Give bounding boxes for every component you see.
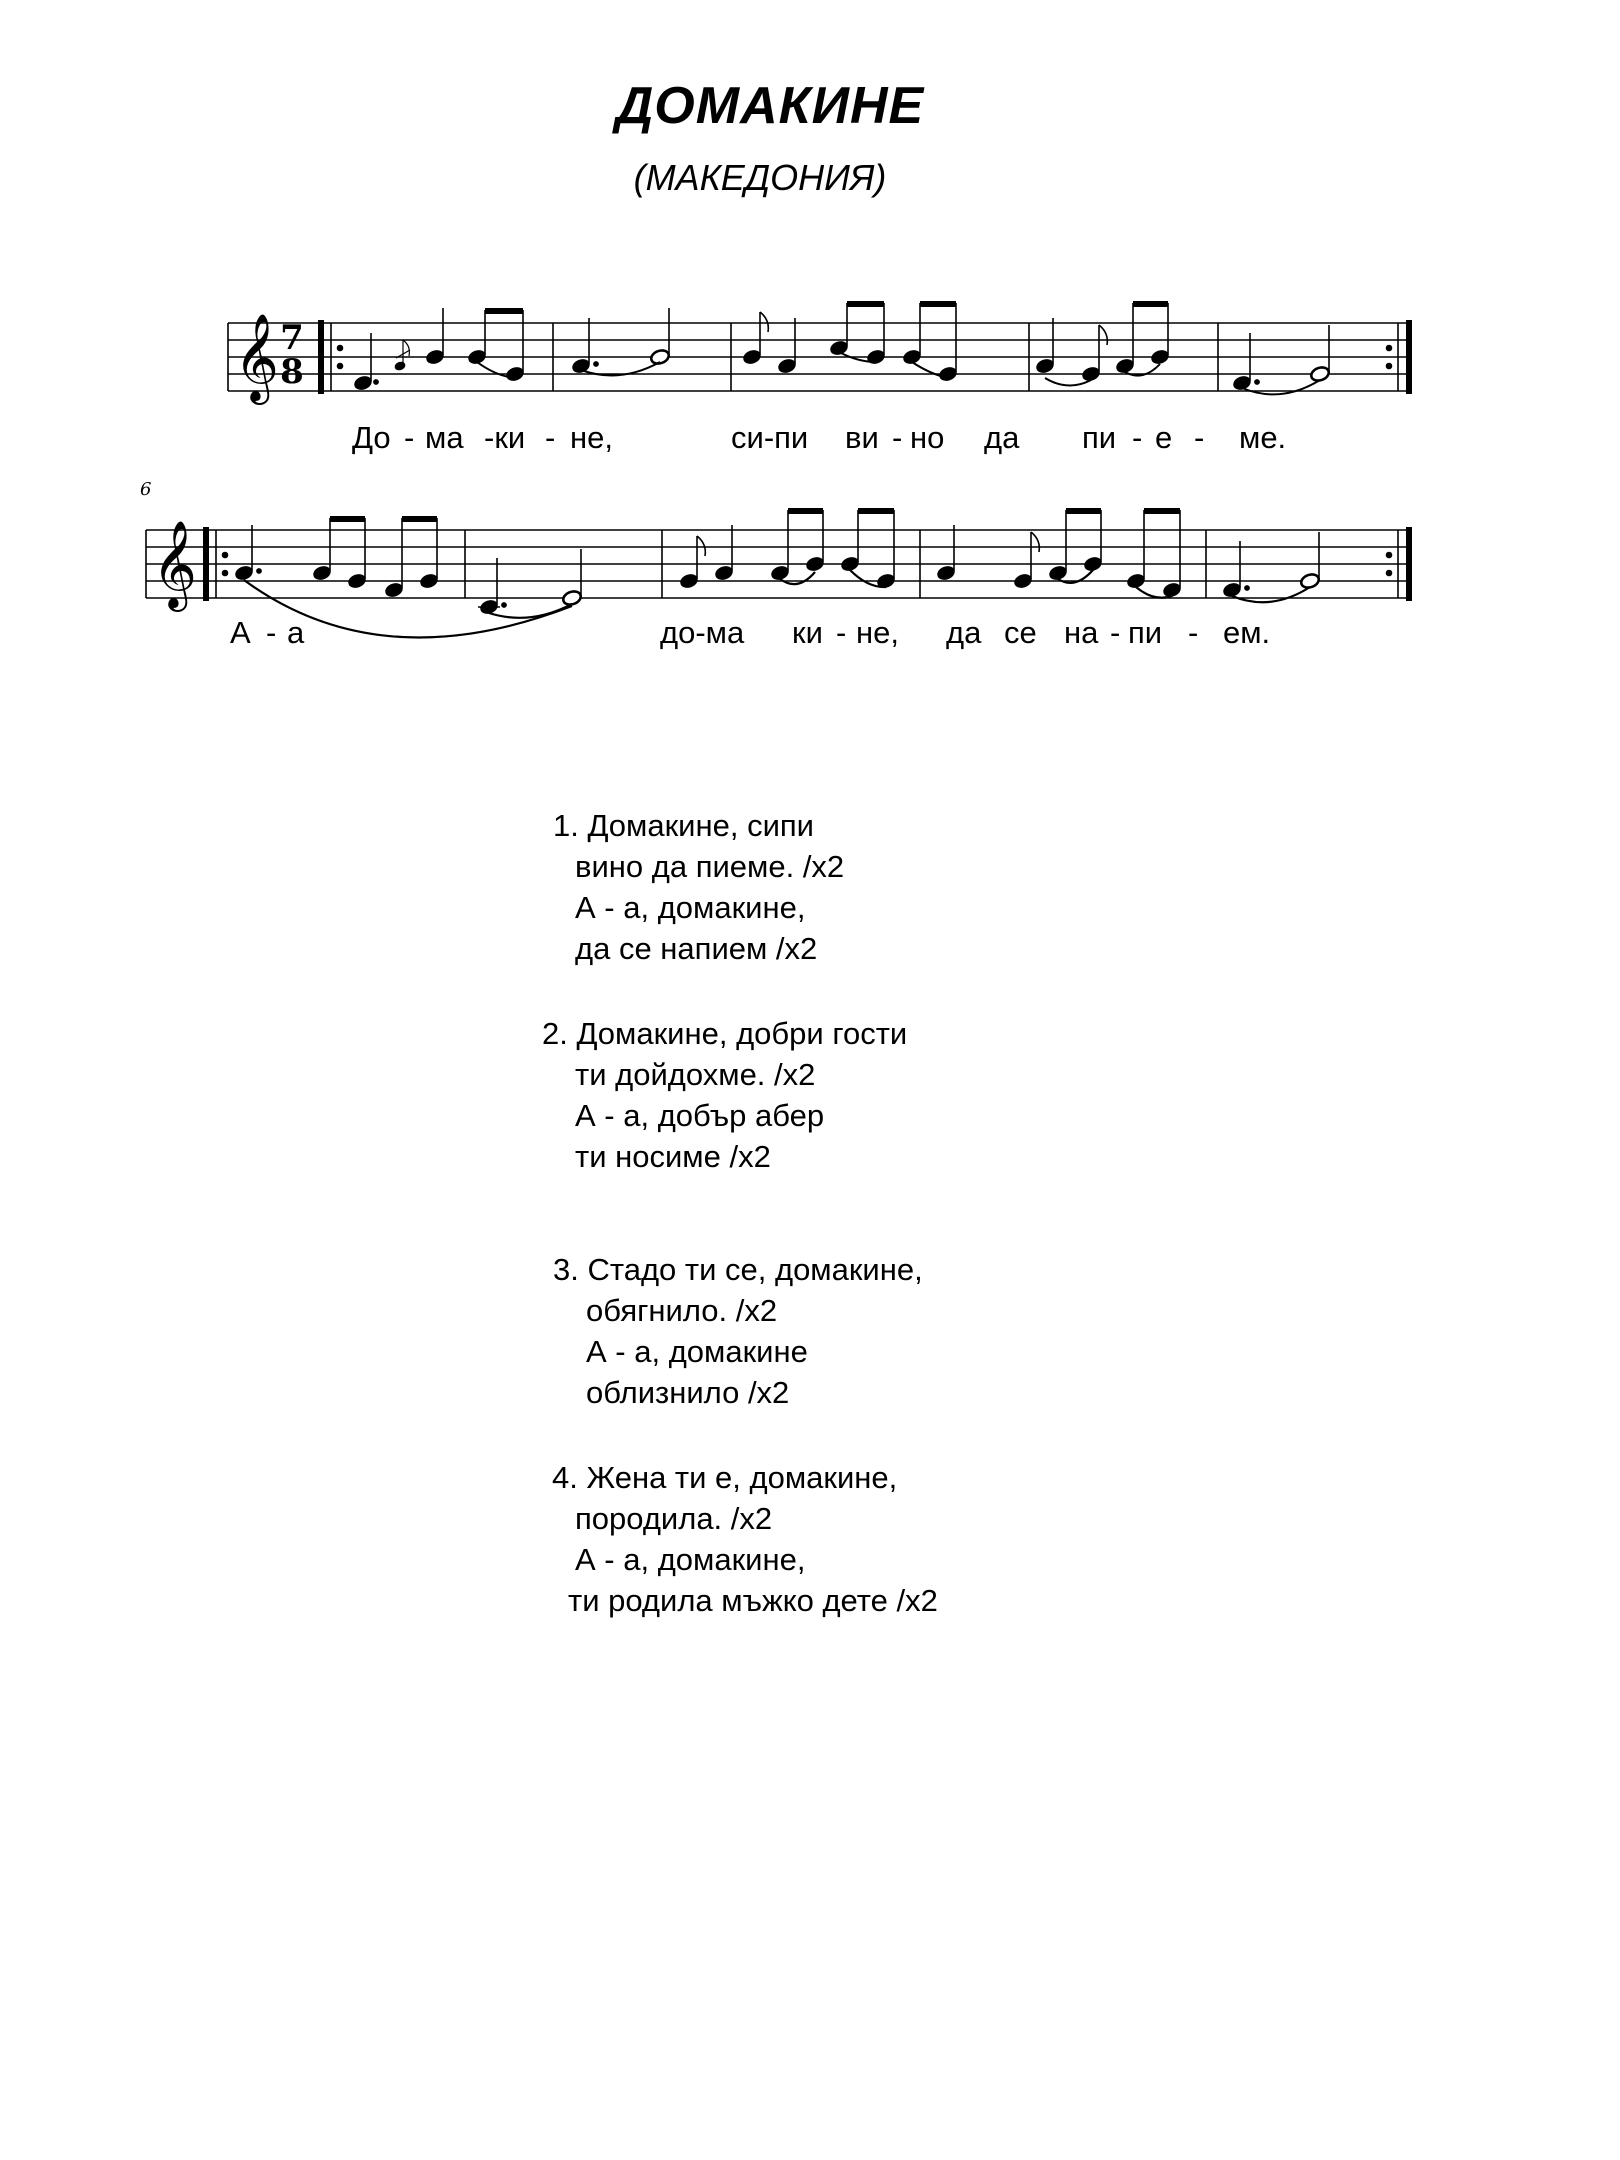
lyric-syllable: - [1188,615,1199,650]
lyric-syllable: ви [845,420,879,455]
song-title: ДОМАКИНЕ [615,77,925,135]
notes-system-2 [234,510,1321,616]
verse-line: облизнило /x2 [586,1375,790,1410]
lyric-syllable: - [266,615,277,650]
time-signature-numerator: 7 [280,318,304,358]
verse-line: ти дойдохме. /x2 [575,1057,816,1092]
verse-line: 3. Стадо ти се, домакине, [553,1252,923,1287]
lyric-syllable: се [1004,615,1037,650]
lyric-syllable: А [230,615,251,650]
time-signature-denominator: 8 [280,352,304,392]
verse-line: А - а, добър абер [575,1098,825,1133]
lyric-syllable: - [545,420,556,455]
staff-system-1 [228,323,1410,391]
verse-line: породила. /x2 [575,1501,773,1536]
lyric-syllable: до-ма [660,615,745,650]
measure-number: 6 [140,479,152,500]
lyric-syllable: - [404,420,415,455]
lyric-syllable: -ки [484,420,526,455]
sheet-music [0,0,1620,700]
staff-system-2 [146,530,1410,598]
verse-line: А - а, домакине [586,1334,808,1369]
verse-line: ти носиме /x2 [575,1139,771,1174]
lyric-syllable: - [892,420,903,455]
notes-system-1 [353,303,1331,392]
verse-line: ти родила мъжко дете /x2 [568,1583,938,1618]
lyric-syllable: да [984,420,1020,455]
lyric-syllable: До [352,420,391,455]
lyric-syllable: ма [425,420,464,455]
lyric-syllable: ме. [1239,420,1287,455]
lyric-syllable: не, [570,420,613,455]
lyric-syllable: - [1194,420,1205,455]
lyric-syllable: е [1155,420,1173,455]
lyric-syllable: си-пи [731,420,809,455]
verse-line: обягнило. /x2 [586,1293,778,1328]
treble-clef-icon: 𝄞 [152,519,197,608]
lyric-syllable: а [287,615,305,650]
verse-line: А - а, домакине, [575,890,806,925]
verse-line: А - а, домакине, [575,1542,806,1577]
lyric-syllable: - [836,615,847,650]
lyric-syllable: на [1064,615,1099,650]
verse-line: 4. Жена ти е, домакине, [552,1460,898,1495]
lyric-syllable: ки [792,615,823,650]
lyric-syllable: - [1110,615,1121,650]
lyric-syllable: - [1132,420,1143,455]
verse-line: вино да пиеме. /x2 [575,849,845,884]
lyric-syllable: не, [856,615,899,650]
lyric-syllable: да [946,615,982,650]
verse-line: да се напием /x2 [575,931,818,966]
song-region: (МАКЕДОНИЯ) [633,157,887,198]
lyric-syllable: пи [1128,615,1163,650]
lyrics-system-1 [352,420,1286,455]
verse-line: 1. Домакине, сипи [553,808,814,843]
lyric-syllable: ем. [1223,615,1271,650]
verse-line: 2. Домакине, добри гости [542,1016,908,1051]
lyric-syllable: пи [1082,420,1117,455]
lyrics-system-2 [230,615,1270,650]
treble-clef-icon: 𝄞 [234,312,279,401]
lyric-syllable: но [910,420,945,455]
